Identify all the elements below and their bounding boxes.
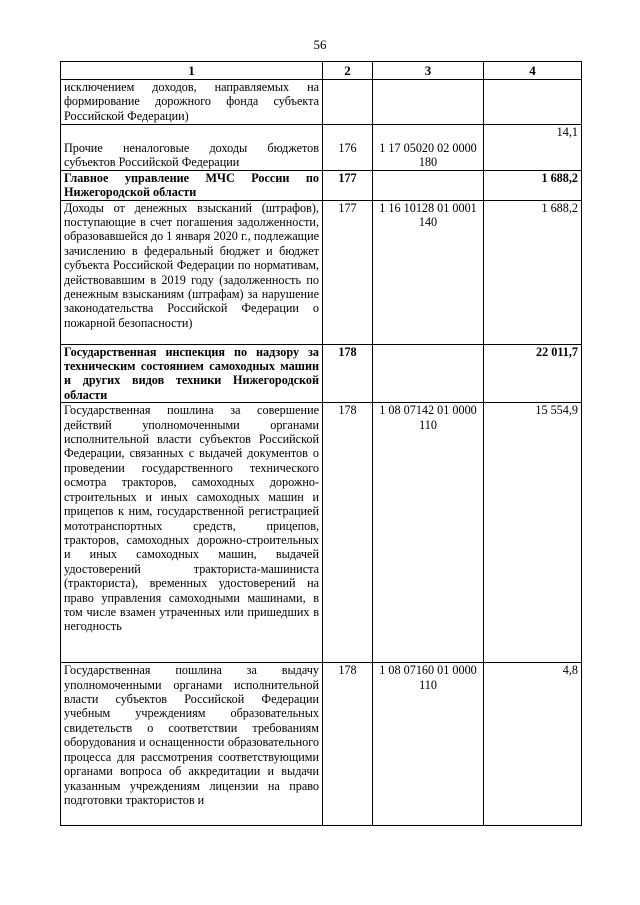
header-cell: 4	[484, 62, 582, 80]
header-cell: 1	[61, 62, 323, 80]
revenue-code-cell: 1 08 07142 01 0000 110	[373, 403, 484, 663]
amount-cell: 4,8	[484, 663, 582, 826]
table-row	[61, 125, 582, 171]
admin-code-cell: 177	[323, 200, 373, 344]
table-row	[61, 80, 582, 125]
revenue-code-cell: 1 08 07160 01 0000 110	[373, 663, 484, 826]
admin-code-cell: 178	[323, 403, 373, 663]
revenue-code-cell	[373, 125, 484, 171]
admin-code-cell: 177	[323, 170, 373, 200]
budget-revenue-table	[60, 61, 582, 826]
amount-cell: 1 688,2	[484, 170, 582, 200]
admin-code-cell: 178	[323, 663, 373, 826]
revenue-name-cell: Государственная пошлина за совершение действий уполномоченными органами исполнительной власти субъектов Российской Федерации, связанных с выдачей документов о проведении государственного технического осмотра тракторов, самоходных дорожно-строительных и иных самоходных машин и прицепов к ним, государственной регистрацией мототранспортных средств, прицепов, тракторов, самоходных дорожно-строительных и иных самоходных машин, выдачей удостоверений тракториста-машиниста (тракториста), временных удостоверений на право управления самоходными машинами, в том числе взамен утраченных или пришедших в негодность	[61, 403, 323, 663]
revenue-code-cell	[373, 80, 484, 125]
admin-code-cell: 178	[323, 344, 373, 403]
revenue-name-cell	[61, 125, 323, 171]
amount-cell: 14,1	[484, 125, 582, 171]
revenue-name-cell: Доходы от денежных взысканий (штрафов), поступающие в счет погашения задолженности, образовавшейся до 1 января 2020 г., подлежащие зачислению в федеральный бюджет и бюджет субъекта Российской Федерации по нормативам, действовавшим в 2019 году (задолженность по денежным взысканиям (штрафам) за нарушение законодательства Российской Федерации о пожарной безопасности)	[61, 200, 323, 344]
revenue-name-cell: Главное управление МЧС России по Нижегородской области	[61, 170, 323, 200]
revenue-code-cell	[373, 170, 484, 200]
table-row	[61, 663, 582, 826]
table-header-row	[61, 62, 582, 80]
amount-cell	[484, 80, 582, 125]
revenue-code-cell: 1 16 10128 01 0001 140	[373, 200, 484, 344]
amount-cell: 22 011,7	[484, 344, 582, 403]
amount-cell: 1 688,2	[484, 200, 582, 344]
amount-cell: 15 554,9	[484, 403, 582, 663]
admin-code-text: 176	[338, 141, 357, 155]
revenue-name-text: Прочие неналоговые доходы бюджетов субъектов Российской Федерации	[64, 141, 319, 170]
admin-code-cell	[323, 125, 373, 171]
admin-code-cell	[323, 80, 373, 125]
table-row	[61, 344, 582, 403]
revenue-name-cell: Государственная инспекция по надзору за техническим состоянием самоходных машин и других видов техники Нижегородской области	[61, 344, 323, 403]
table-row	[61, 200, 582, 344]
revenue-code-cell	[373, 344, 484, 403]
revenue-name-cell: Государственная пошлина за выдачу уполномоченными органами исполнительной власти субъектов Российской Федерации учебным учреждениям образовательных свидетельств о соответствии требованиям оборудования и оснащенности образовательного процесса для рассмотрения соответствующими органами вопроса об аккредитации и выдачи указанным учреждениям лицензии на право подготовки трактористов и	[61, 663, 323, 826]
page-number: 56	[313, 37, 327, 52]
table-row	[61, 403, 582, 663]
revenue-name-cell: исключением доходов, направляемых на формирование дорожного фонда субъекта Российской Федерации)	[61, 80, 323, 125]
header-cell: 3	[373, 62, 484, 80]
revenue-code-text: 1 17 05020 02 0000 180	[379, 141, 477, 170]
header-cell: 2	[323, 62, 373, 80]
table-row	[61, 170, 582, 200]
